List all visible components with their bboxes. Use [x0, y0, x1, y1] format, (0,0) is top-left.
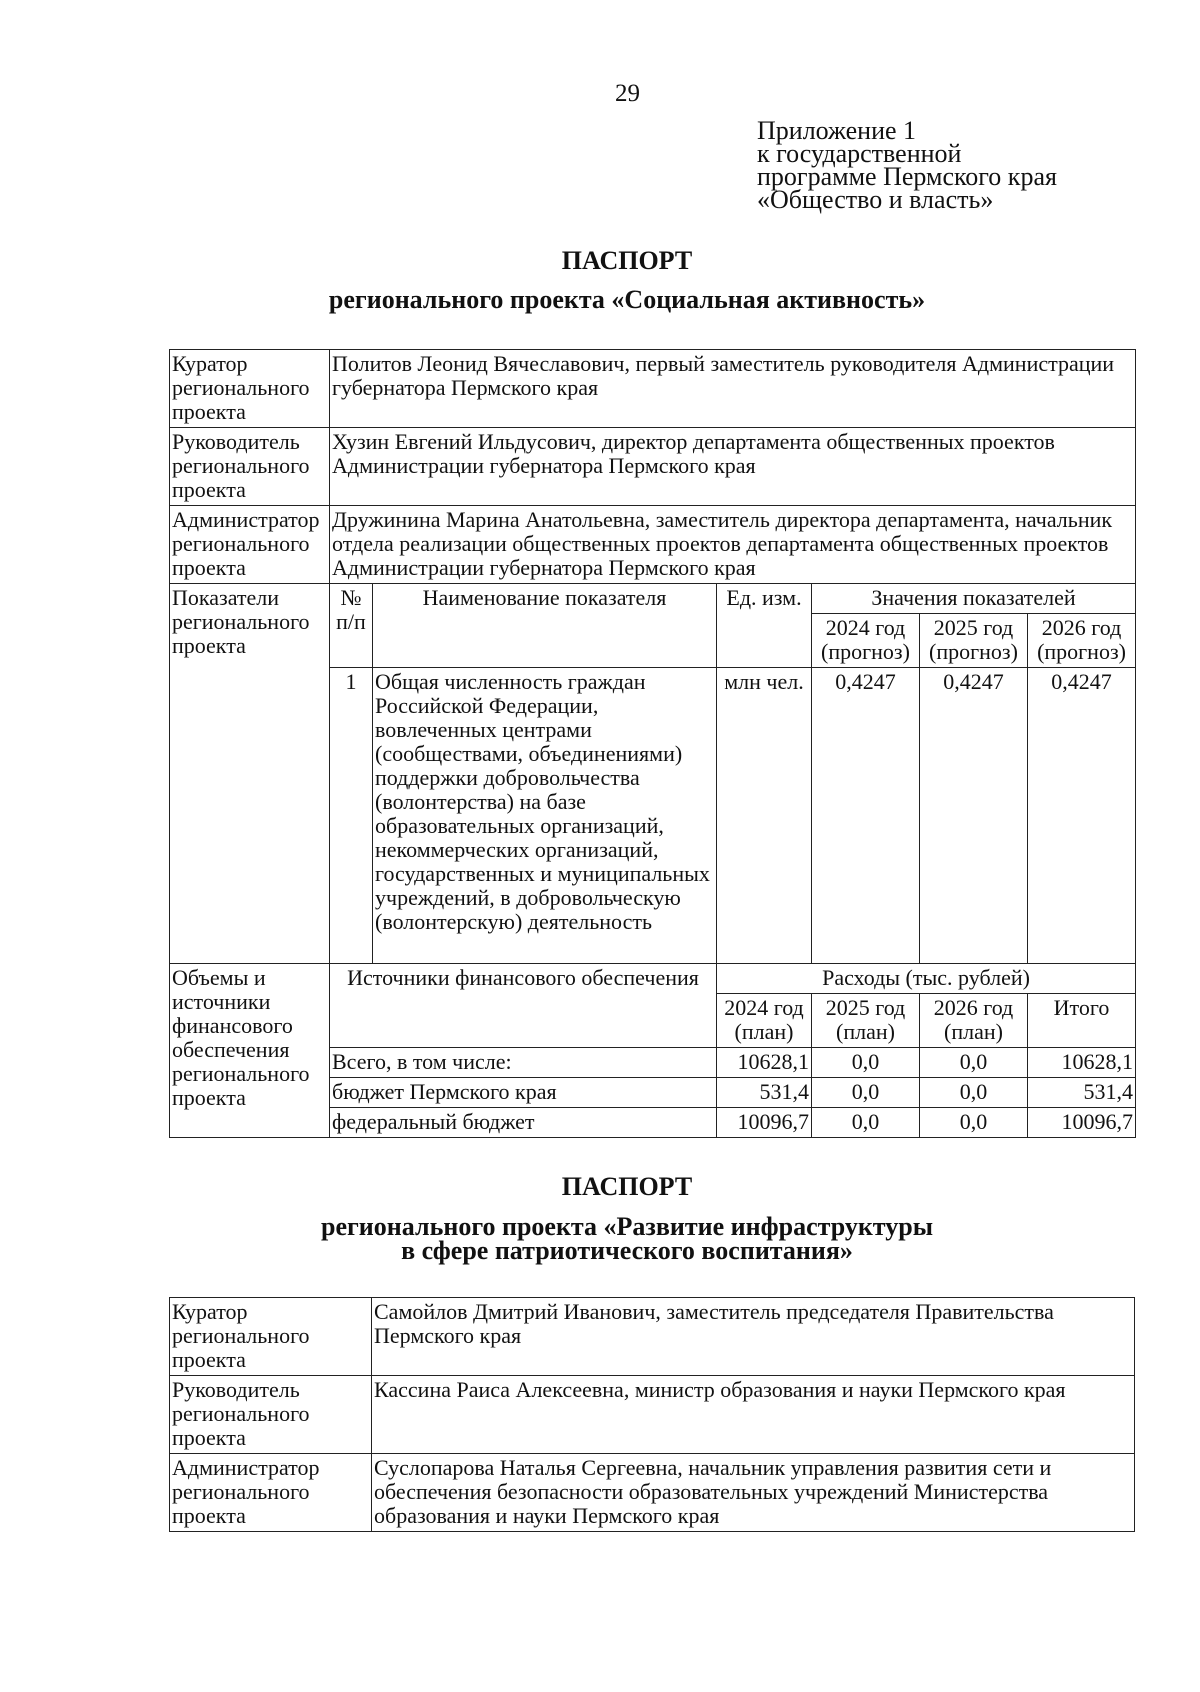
curator-label: Куратор регионального проекта [170, 350, 330, 428]
admin-label: Администратор регионального проекта [170, 506, 330, 584]
col-unit-header: Ед. изм. [717, 584, 812, 668]
appendix-line: к государственной [757, 139, 962, 168]
admin-label: Администратор регионального проекта [170, 1454, 372, 1532]
finance-value: 0,0 [920, 1078, 1028, 1108]
finance-value: 10096,7 [717, 1108, 812, 1138]
passport2-subtitle-line2: в сфере патриотического воспитания» [401, 1236, 853, 1265]
col-name-header: Наименование показателя [373, 584, 717, 668]
head-value: Хузин Евгений Ильдусович, директор департамента общественных проектов Администрации губернатора Пермского края [330, 428, 1136, 506]
indicator-unit: млн чел. [717, 668, 812, 964]
finance-value: 0,0 [812, 1108, 920, 1138]
finance-value: 10628,1 [1028, 1048, 1136, 1078]
appendix-line: «Общество и власть» [757, 185, 994, 214]
curator-value: Самойлов Дмитрий Иванович, заместитель председателя Правительства Пермского края [372, 1298, 1135, 1376]
indicator-value: 0,4247 [920, 668, 1028, 964]
finance-value: 531,4 [717, 1078, 812, 1108]
passport2-table [169, 1297, 1135, 1532]
passport1-title: ПАСПОРТ [561, 246, 693, 275]
curator-label: Куратор регионального проекта [170, 1298, 372, 1376]
finance-value: 0,0 [812, 1078, 920, 1108]
finance-source: федеральный бюджет [330, 1108, 717, 1138]
finance-year-header: 2025 год (план) [812, 994, 920, 1048]
passport1-table [169, 349, 1136, 1138]
admin-value: Суслопарова Наталья Сергеевна, начальник управления развития сети и обеспечения безопасности образовательных учреждений Министерства образования и науки Пермского края [372, 1454, 1135, 1532]
finance-source: Всего, в том числе: [330, 1048, 717, 1078]
col-source-header: Источники финансового обеспечения [330, 964, 717, 1048]
curator-value: Политов Леонид Вячеславович, первый заместитель руководителя Администрации губернатора Пермского края [330, 350, 1136, 428]
appendix-line: Приложение 1 [757, 116, 917, 145]
head-value: Кассина Раиса Алексеевна, министр образования и науки Пермского края [372, 1376, 1135, 1454]
admin-value: Дружинина Марина Анатольевна, заместитель директора департамента, начальник отдела реализации общественных проектов департамента общественных проектов Администрации губернатора Пермского края [330, 506, 1136, 584]
indicators-label: Показатели регионального проекта [170, 584, 330, 964]
appendix-line: программе Пермского края [757, 162, 1057, 191]
head-label: Руководитель регионального проекта [170, 1376, 372, 1454]
indicator-number: 1 [330, 668, 373, 964]
indicator-value: 0,4247 [812, 668, 920, 964]
head-label: Руководитель регионального проекта [170, 428, 330, 506]
finance-value: 10628,1 [717, 1048, 812, 1078]
finance-year-header: 2024 год (план) [717, 994, 812, 1048]
finance-total-header: Итого [1028, 994, 1136, 1048]
col-expenses-header: Расходы (тыс. рублей) [717, 964, 1136, 994]
passport2-subtitle-line1: регионального проекта «Развитие инфраструктуры [321, 1212, 933, 1241]
finance-value: 0,0 [920, 1048, 1028, 1078]
passport1-subtitle: регионального проекта «Социальная активность» [328, 285, 926, 314]
year-header: 2025 год (прогноз) [920, 614, 1028, 668]
appendix-note [757, 116, 1057, 214]
passport2-title: ПАСПОРТ [561, 1172, 693, 1201]
indicator-name: Общая численность граждан Российской Федерации, вовлеченных центрами (сообществами, объединениями) поддержки добровольчества (волонтерства) на базе образовательных организаций, некоммерческих организаций, государственных и муниципальных учреждений, в добровольческую (волонтерскую) деятельность [373, 668, 717, 964]
page-number: 29 [615, 80, 640, 107]
finance-value: 10096,7 [1028, 1108, 1136, 1138]
finance-value: 531,4 [1028, 1078, 1136, 1108]
finance-year-header: 2026 год (план) [920, 994, 1028, 1048]
finance-value: 0,0 [812, 1048, 920, 1078]
finance-source: бюджет Пермского края [330, 1078, 717, 1108]
finance-label: Объемы и источники финансового обеспечения регионального проекта [170, 964, 330, 1138]
col-values-header: Значения показателей [812, 584, 1136, 614]
col-number-header: № п/п [330, 584, 373, 668]
year-header: 2024 год (прогноз) [812, 614, 920, 668]
indicator-value: 0,4247 [1028, 668, 1136, 964]
finance-value: 0,0 [920, 1108, 1028, 1138]
year-header: 2026 год (прогноз) [1028, 614, 1136, 668]
